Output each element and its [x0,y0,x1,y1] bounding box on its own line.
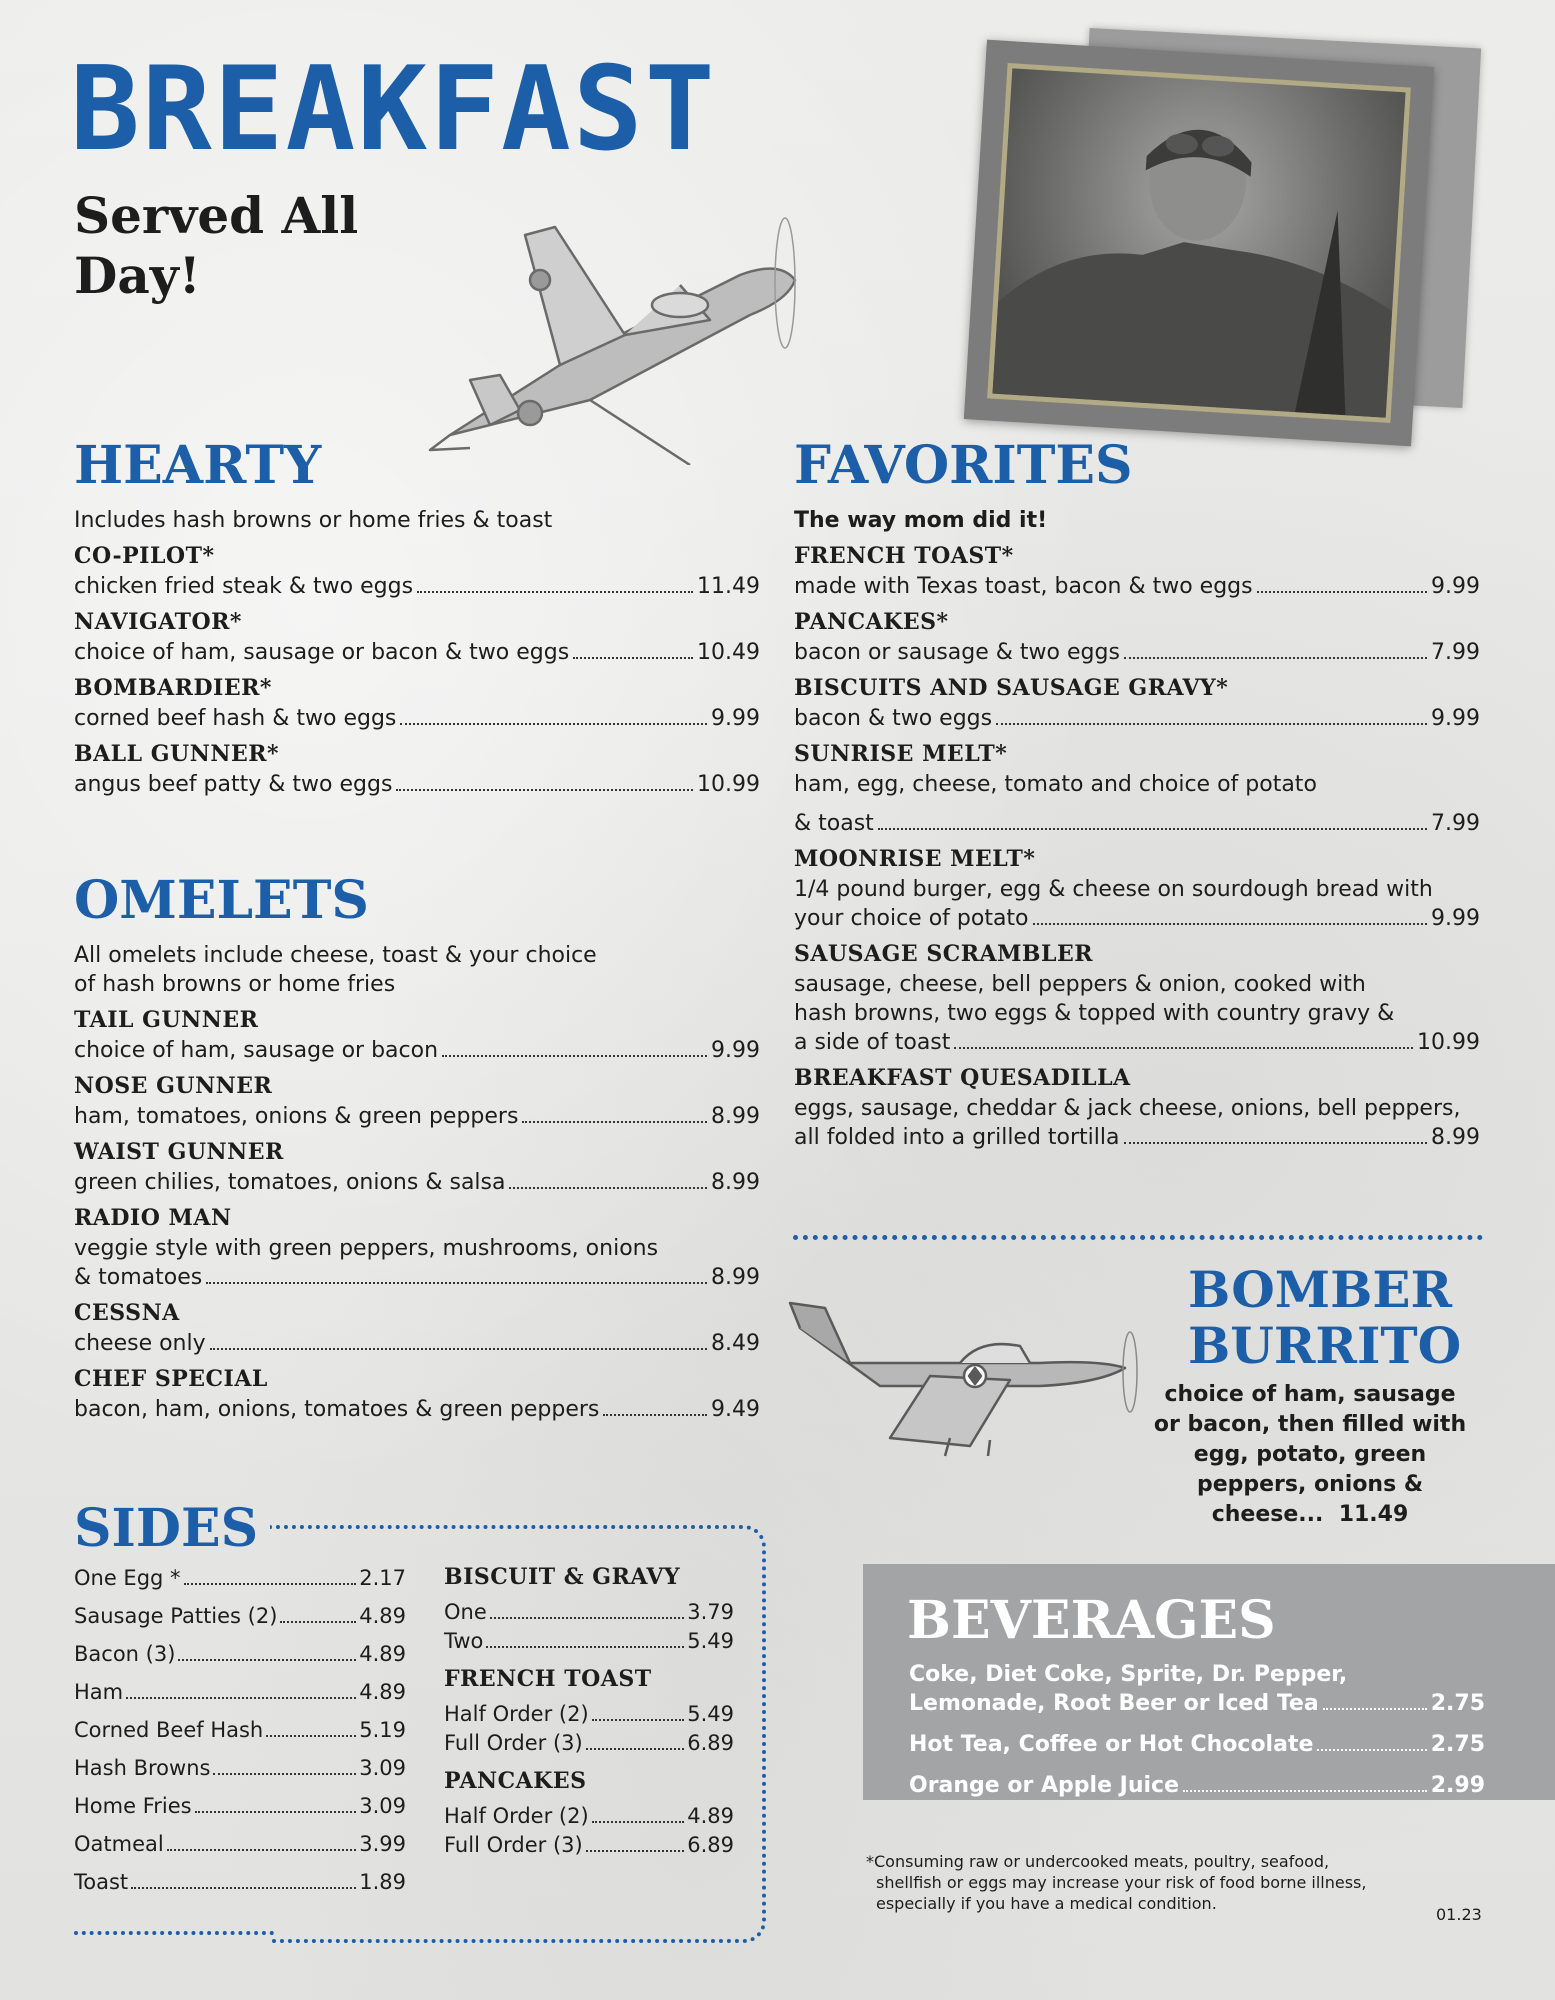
side-name: Toast [74,1870,129,1894]
item-name: WAIST GUNNER [74,1139,284,1165]
list-item [74,1559,406,1597]
side-price: 2.17 [359,1566,406,1590]
hearty-heading: HEARTY [74,435,322,496]
beverage-price: 2.75 [1430,1732,1485,1757]
item-name: MOONRISE MELT* [794,846,1036,872]
side-name: Oatmeal [74,1832,164,1856]
item-name: NAVIGATOR* [74,609,242,635]
side-price: 4.89 [687,1804,734,1828]
leader-dots [213,1773,356,1775]
bomber-title-line-2: BURRITO [1188,1316,1462,1375]
leader-dots [195,1811,357,1813]
leader-dots [280,1621,356,1623]
leader-dots [486,1646,684,1648]
item-desc-line: 1/4 pound burger, egg & cheese on sourdough bread with [794,877,1433,902]
side-name: Two [444,1629,484,1653]
list-item [909,1771,1485,1800]
leader-dots [522,1121,707,1123]
menu-item [74,1005,760,1065]
list-item [74,1673,406,1711]
item-price: 9.99 [1431,906,1480,931]
beverage-price: 2.99 [1430,1773,1485,1798]
item-name: CHEF SPECIAL [74,1366,268,1392]
disclaimer-line: especially if you have a medical condition. [876,1894,1217,1913]
health-disclaimer [866,1851,1386,1914]
bomber-price: 11.49 [1338,1502,1409,1527]
item-price: 10.99 [1417,1030,1480,1055]
leader-dots [1183,1790,1427,1792]
side-price: 6.89 [687,1833,734,1857]
item-price: 11.49 [697,574,760,599]
leader-dots [206,1282,707,1284]
list-item [74,1749,406,1787]
item-desc-line: veggie style with green peppers, mushrooms, onions [74,1236,659,1261]
item-name: CESSNA [74,1300,180,1326]
favorites-intro: The way mom did it! [794,508,1048,533]
side-price: 3.09 [359,1794,406,1818]
item-desc: ham, tomatoes, onions & green peppers [74,1104,519,1129]
item-desc: choice of ham, sausage or bacon & two eggs [74,640,570,665]
side-price: 3.79 [687,1600,734,1624]
sides-dotted-border-bottom [74,1931,274,1935]
item-price: 9.99 [711,1038,760,1063]
hearty-intro: Includes hash browns or home fries & toast [74,508,553,533]
side-price: 4.89 [359,1642,406,1666]
list-item [444,1598,734,1627]
menu-version-code: 01.23 [1436,1905,1482,1924]
leader-dots [586,1748,685,1750]
item-desc-line: eggs, sausage, cheddar & jack cheese, onions, bell peppers, [794,1096,1461,1121]
menu-item [74,1071,760,1131]
menu-title: BREAKFAST [70,42,717,177]
item-desc: choice of ham, sausage or bacon [74,1038,439,1063]
menu-item [794,844,1480,933]
item-desc: & toast [794,811,874,836]
item-price: 7.99 [1431,811,1480,836]
beverages-list [909,1660,1485,1800]
item-name: NOSE GUNNER [74,1073,273,1099]
bomber-desc-text: choice of ham, sausage or bacon, then filled with egg, potato, green peppers, onions & cheese... [1153,1382,1467,1527]
list-item [444,1831,734,1860]
leader-dots [509,1187,707,1189]
leader-dots [1257,591,1427,593]
side-group-title: BISCUIT & GRAVY [444,1564,681,1590]
beverage-price: 2.75 [1430,1691,1485,1716]
leader-dots [184,1583,357,1585]
item-desc-line: ham, egg, cheese, tomato and choice of potato [794,772,1317,797]
leader-dots [442,1055,707,1057]
side-name: Half Order (2) [444,1702,589,1726]
side-price: 4.89 [359,1680,406,1704]
leader-dots [1033,923,1428,925]
side-name: Full Order (3) [444,1833,583,1857]
side-name: Home Fries [74,1794,192,1818]
omelets-section [74,870,760,1424]
favorites-section [794,435,1480,1152]
side-price: 1.89 [359,1870,406,1894]
leader-dots [592,1821,685,1823]
item-desc: your choice of potato [794,906,1029,931]
item-desc-line: hash browns, two eggs & topped with country gravy & [794,1001,1395,1026]
disclaimer-line: *Consuming raw or undercooked meats, poultry, seafood, [866,1852,1330,1871]
leader-dots [126,1697,356,1699]
item-price: 9.99 [1431,706,1480,731]
leader-dots [490,1617,684,1619]
side-group-title: PANCAKES [444,1768,587,1794]
item-name: BISCUITS AND SAUSAGE GRAVY* [794,675,1229,701]
menu-item [74,1137,760,1197]
item-desc: a side of toast [794,1030,951,1055]
item-desc: bacon or sausage & two eggs [794,640,1120,665]
menu-item [74,1203,760,1292]
list-item [74,1711,406,1749]
item-name: BALL GUNNER* [74,741,280,767]
side-name: One [444,1600,487,1624]
menu-item [794,1063,1480,1152]
leader-dots [1124,1142,1428,1144]
beverage-desc: Lemonade, Root Beer or Iced Tea [909,1691,1319,1716]
list-item [909,1689,1485,1718]
beverage-desc-line: Coke, Diet Coke, Sprite, Dr. Pepper, [909,1662,1348,1687]
list-item [74,1597,406,1635]
bomber-burrito-description [1150,1380,1470,1530]
leader-dots [996,723,1427,725]
item-price: 8.49 [711,1331,760,1356]
side-name: One Egg * [74,1566,181,1590]
bomber-burrito-title [1188,1262,1461,1374]
leader-dots [210,1348,707,1350]
item-desc: green chilies, tomatoes, onions & salsa [74,1170,506,1195]
section-divider [793,1235,1483,1240]
leader-dots [266,1735,356,1737]
side-price: 5.19 [359,1718,406,1742]
item-desc: bacon & two eggs [794,706,993,731]
item-price: 8.99 [711,1265,760,1290]
hearty-section [74,435,760,799]
side-price: 4.89 [359,1604,406,1628]
list-item [74,1787,406,1825]
item-name: CO-PILOT* [74,543,215,569]
leader-dots [586,1850,685,1852]
item-price: 9.99 [1431,574,1480,599]
item-price: 9.99 [711,706,760,731]
pilot-photo [964,40,1434,447]
side-name: Bacon (3) [74,1642,176,1666]
menu-item [74,607,760,667]
beverage-desc: Orange or Apple Juice [909,1773,1180,1798]
leader-dots [178,1659,356,1661]
side-group-title: FRENCH TOAST [444,1666,652,1692]
side-name: Sausage Patties (2) [74,1604,278,1628]
menu-item [74,541,760,601]
list-item [74,1635,406,1673]
leader-dots [400,723,707,725]
leader-dots [592,1719,685,1721]
item-name: RADIO MAN [74,1205,232,1231]
item-desc: & tomatoes [74,1265,203,1290]
item-name: BOMBARDIER* [74,675,272,701]
menu-item [74,1298,760,1358]
side-price: 6.89 [687,1731,734,1755]
list-item [909,1730,1485,1759]
leader-dots [396,789,693,791]
side-price: 5.49 [687,1702,734,1726]
leader-dots [954,1047,1413,1049]
beverages-heading: BEVERAGES [907,1590,1276,1651]
menu-item [74,673,760,733]
menu-item [794,939,1480,1057]
item-price: 7.99 [1431,640,1480,665]
leader-dots [167,1849,357,1851]
item-price: 10.49 [697,640,760,665]
list-item [444,1700,734,1729]
sides-list [74,1559,406,1901]
item-desc: cheese only [74,1331,206,1356]
side-name: Ham [74,1680,124,1704]
list-item [74,1825,406,1863]
list-item [74,1863,406,1901]
item-desc: corned beef hash & two eggs [74,706,397,731]
side-price: 5.49 [687,1629,734,1653]
tagline: Served All Day! [74,186,359,305]
fighter-plane-illustration [410,165,810,465]
leader-dots [1323,1708,1427,1710]
beverage-desc: Hot Tea, Coffee or Hot Chocolate [909,1732,1314,1757]
leader-dots [131,1887,356,1889]
leader-dots [1124,657,1427,659]
menu-item [74,1364,760,1424]
item-name: BREAKFAST QUESADILLA [794,1065,1131,1091]
item-desc: all folded into a grilled tortilla [794,1125,1120,1150]
omelets-intro-line-2: of hash browns or home fries [74,972,396,997]
leader-dots [1317,1749,1426,1751]
item-desc: bacon, ham, onions, tomatoes & green peppers [74,1397,600,1422]
menu-item [794,541,1480,601]
leader-dots [878,828,1427,830]
beverages-panel [863,1564,1555,1800]
item-desc: made with Texas toast, bacon & two eggs [794,574,1253,599]
item-desc: angus beef patty & two eggs [74,772,393,797]
side-name: Hash Browns [74,1756,211,1780]
leader-dots [573,657,693,659]
item-price: 10.99 [697,772,760,797]
bomber-title-line-1: BOMBER [1188,1260,1453,1319]
item-desc-line: sausage, cheese, bell peppers & onion, cooked with [794,972,1366,997]
leader-dots [417,591,693,593]
item-name: SAUSAGE SCRAMBLER [794,941,1094,967]
side-name: Corned Beef Hash [74,1718,264,1742]
side-name: Half Order (2) [444,1804,589,1828]
menu-item [794,673,1480,733]
disclaimer-line: shellfish or eggs may increase your risk of food borne illness, [876,1873,1367,1892]
item-price: 8.99 [711,1170,760,1195]
omelets-heading: OMELETS [74,870,369,931]
sides-heading: SIDES [74,1498,259,1559]
item-price: 9.49 [711,1397,760,1422]
list-item [444,1627,734,1656]
item-name: PANCAKES* [794,609,949,635]
item-price: 8.99 [1431,1125,1480,1150]
item-name: FRENCH TOAST* [794,543,1014,569]
item-desc: chicken fried steak & two eggs [74,574,414,599]
sides-groups [444,1560,734,1860]
bomber-plane-illustration [780,1268,1150,1458]
omelets-intro-line-1: All omelets include cheese, toast & your choice [74,943,597,968]
side-name: Full Order (3) [444,1731,583,1755]
leader-dots [603,1414,707,1416]
item-name: TAIL GUNNER [74,1007,259,1033]
item-name: SUNRISE MELT* [794,741,1008,767]
menu-item [794,739,1480,838]
menu-item [794,607,1480,667]
item-price: 8.99 [711,1104,760,1129]
list-item [444,1729,734,1758]
favorites-heading: FAVORITES [794,435,1133,496]
list-item [444,1802,734,1831]
side-price: 3.99 [359,1832,406,1856]
menu-item [74,739,760,799]
side-price: 3.09 [359,1756,406,1780]
